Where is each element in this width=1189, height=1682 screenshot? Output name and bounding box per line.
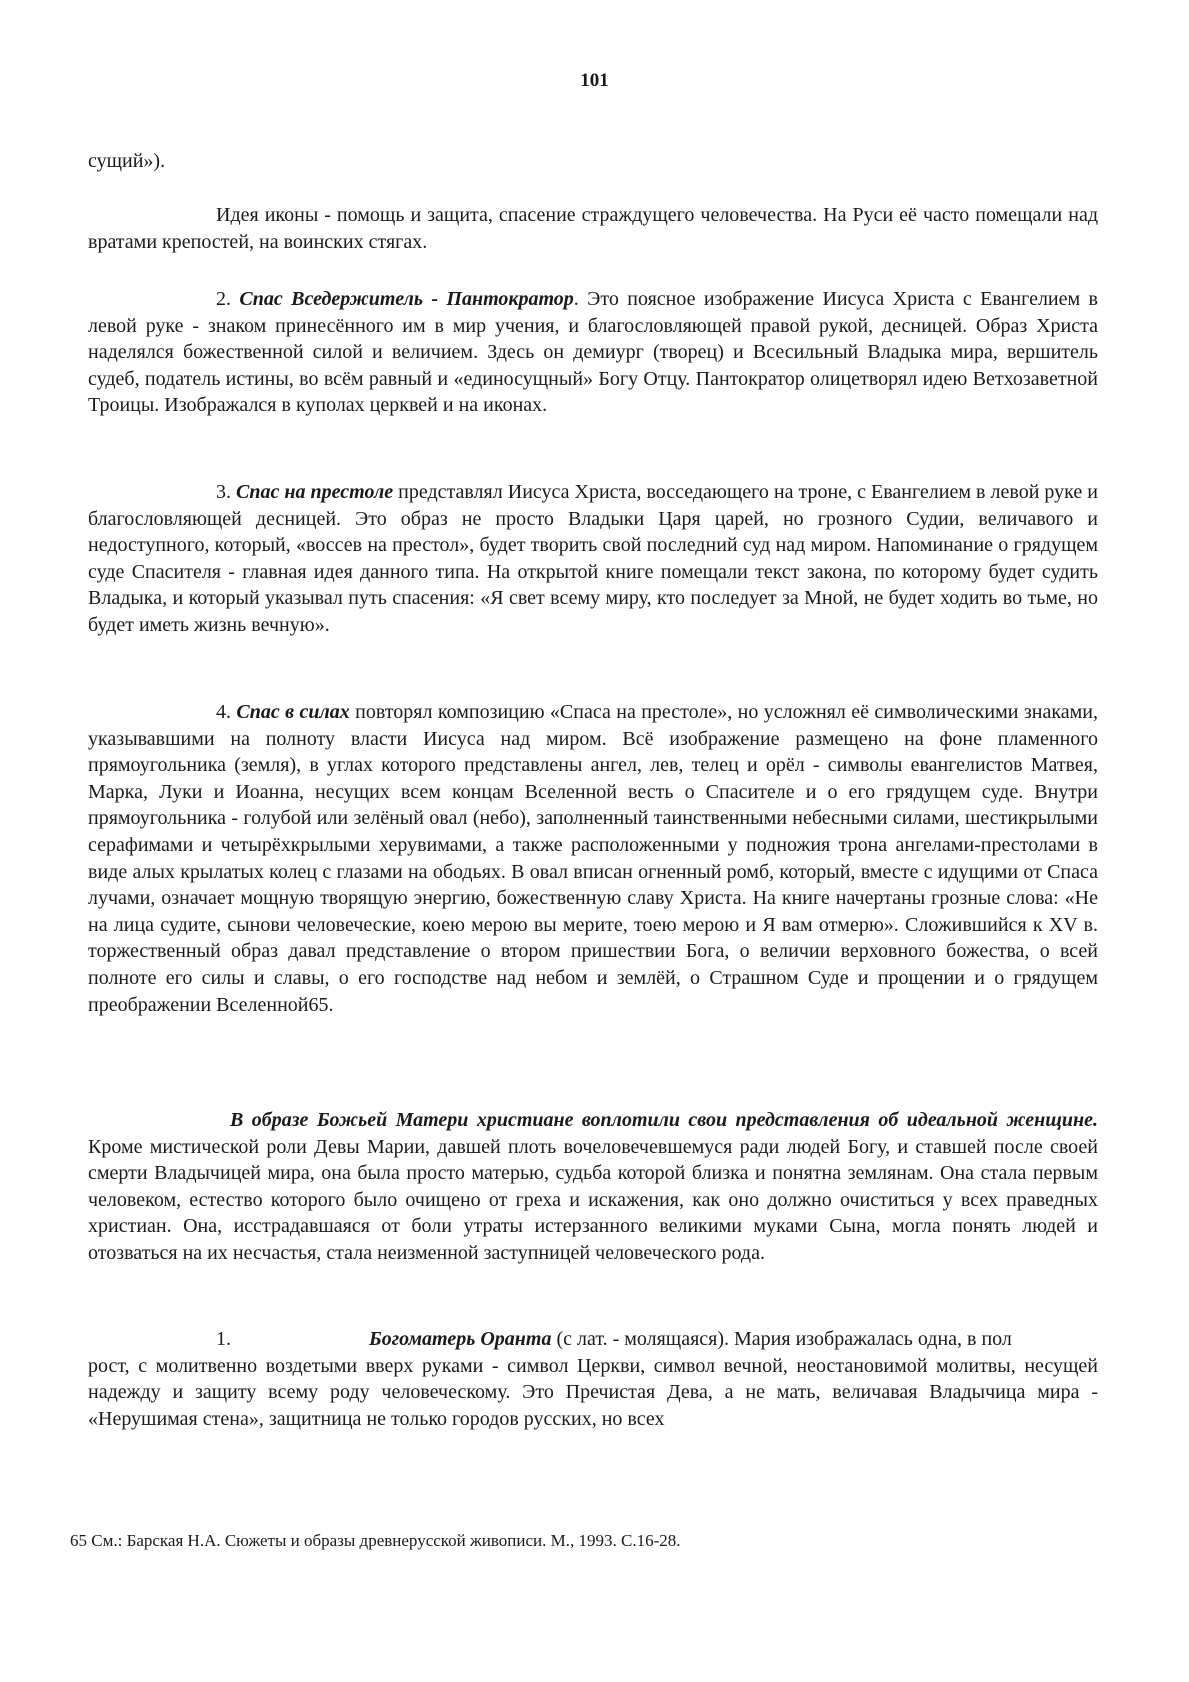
paragraph-bogomater [88,1107,1098,1267]
footnote-mark: 65 [70,1531,87,1550]
item-title: Спас в силах [236,701,350,723]
paragraph-text: сущий»). [88,150,166,172]
item-title: Спас на престоле [236,481,394,503]
footnote [70,1530,681,1552]
paragraph-spas-na-prestole [88,479,1098,639]
paragraph-text: . Это поясное изображение Иисуса Христа с Евангелием в левой руке - знаком принесённого им в мир учения, и благословляющей правой рукой, десницей. Образ Христа наделялся божественной силой и величием. Здесь он демиург (творец) и Всесильный Владыка мира, вершитель судеб, податель истины, во всём равный и «единосущный» Богу Отцу. Пантократор олицетворял идею Ветхозаветной Троицы. Изображался в куполах церквей и на иконах. [88,288,1098,417]
paragraph-continuation [88,148,1098,175]
paragraph-text: Идея иконы - помощь и защита, спасение страждущего человечества. На Руси её часто помещали над вратами крепостей, на воинских стягах. [88,204,1098,253]
page-number: 101 [580,70,609,91]
item-title: Богоматерь Оранта [369,1328,552,1350]
footnote-text: См.: Барская Н.А. Сюжеты и образы древнерусской живописи. М., 1993. С.16-28. [87,1531,681,1550]
paragraph-text: повторял композицию «Спаса на престоле», но усложнял её символическими знаками, указывавшими на полноту власти Иисуса над миром. Всё изображение размещено на фоне пламенного прямоугольника (земля), в углах которого представлены ангел, лев, телец и орёл - символы евангелистов Матвея, Марка, Луки и Иоанна, несущих всем концам Вселенной весть о Спасителе и о его грядущем суде. Внутри прямоугольника - голубой или зелёный овал (небо), заполненный таинственными небесными силами, шестикрылыми серафимами и четырёхкрылыми херувимами, а также расположенными у подножия трона ангелами-престолами в виде алых крылатых колец с глазами на ободьях. В овал вписан огненный ромб, который, вместе с идущими от Спаса лучами, означает мощную творящую энергию, божественную славу Христа. На книге начертаны грозные слова: «Не на лица судите, сынови человеческие, коею мерою вы мерите, тоею мерою и Я вам отмерю». Сложившийся к XV в. торжественный образ давал представление о втором пришествии Бога, о величии верховного божества, о всей полноте его силы и славы, о его господстве над небом и землёй, о Страшном Суде и прощении и о грядущем преображении Вселенной [88,701,1098,1016]
section-lead: В образе Божьей Матери христиане воплотили свои представления об идеальной женщине. [230,1109,1098,1131]
footnote-reference: 65. [308,993,334,1016]
item-number: 1. [216,1328,231,1350]
paragraph-text: (с лат. - молящаяся). Мария изображалась одна, в пол [551,1328,1012,1350]
item-title: Спас Вседержитель - Пантократор [239,288,574,310]
paragraph-icon-idea [88,202,1098,255]
item-number: 4. [216,701,237,723]
paragraph-oranta [88,1326,1098,1432]
paragraph-text: рост, с молитвенно воздетыми вверх руками - символ Церкви, символ вечной, неостановимой молитвы, несущей надежду и защиту всему роду человеческому. Это Пречистая Дева, а не мать, величавая Владычица мира - «Нерушимая стена», защитница не только городов русских, но всех [88,1354,1098,1430]
paragraph-spas-v-silah [88,699,1098,1018]
paragraph-first-line [88,1326,1189,1353]
paragraph-text: представлял Иисуса Христа, восседающего на троне, с Евангелием в левой руке и благословляющей десницей. Это образ не просто Владыки Царя царей, но грозного Судии, величавого и недоступного, который, «воссев на престол», будет творить свой последний суд над миром. Напоминание о грядущем суде Спасителя - главная идея данного типа. На открытой книге помещали текст закона, по которому будет судить Владыка, и который указывал путь спасения: «Я свет всему миру, кто последует за Мной, не будет ходить во тьме, но будет иметь жизнь вечную». [88,481,1099,636]
item-number: 3. [216,481,237,503]
paragraph-pantokrator [88,286,1098,419]
paragraph-text: Кроме мистической роли Девы Марии, давшей плоть вочеловечевшемуся ради людей Богу, и ставшей после своей смерти Владычицей мира, она была просто матерью, судьба которой близка и понятна землянам. Она стала первым человеком, естество которого было очищено от греха и искажения, как оно должно очиститься у всех праведных христиан. Она, исстрадавшаяся от боли утраты истерзанного великими муками Сына, могла понять людей и отозваться на их несчастья, стала неизменной заступницей человеческого рода. [88,1135,1098,1264]
item-number: 2. [216,288,240,310]
